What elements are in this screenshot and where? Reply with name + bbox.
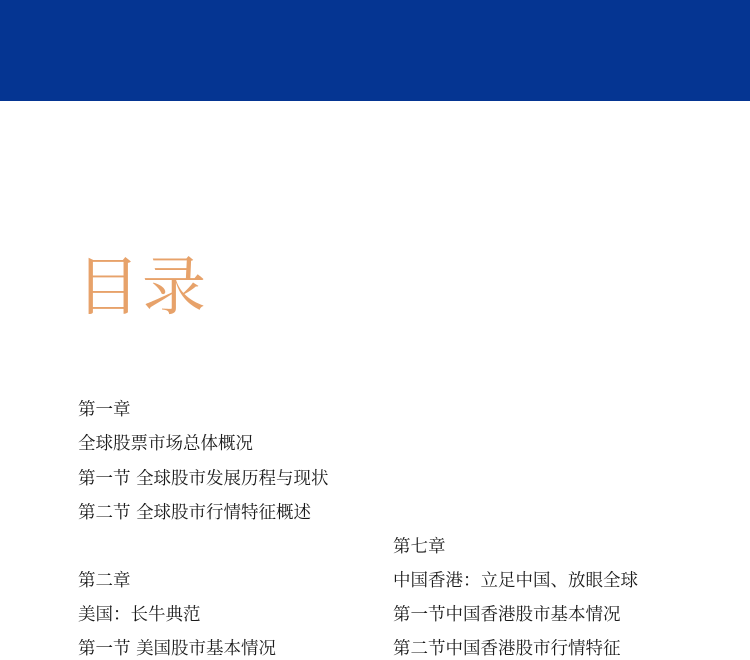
toc-chapter-2[interactable]: 第二章 — [78, 571, 131, 591]
toc-chapter-1-section-1[interactable]: 第一节 全球股市发展历程与现状 — [78, 469, 329, 489]
header-band — [0, 0, 750, 101]
toc-chapter-2-title[interactable]: 美国：长牛典范 — [78, 605, 201, 625]
toc-chapter-7-section-1[interactable]: 第一节中国香港股市基本情况 — [393, 605, 621, 625]
toc-chapter-1-title[interactable]: 全球股票市场总体概况 — [78, 434, 253, 454]
toc-chapter-1-section-2[interactable]: 第二节 全球股市行情特征概述 — [78, 503, 312, 523]
toc-chapter-2-section-1[interactable]: 第一节 美国股市基本情况 — [78, 639, 277, 659]
toc-chapter-7-section-2[interactable]: 第二节中国香港股市行情特征 — [393, 639, 621, 659]
toc-chapter-7[interactable]: 第七章 — [393, 537, 446, 557]
toc-chapter-7-title[interactable]: 中国香港：立足中国、放眼全球 — [393, 571, 638, 591]
page-title: 目录 — [76, 251, 208, 325]
toc-chapter-1[interactable]: 第一章 — [78, 400, 131, 420]
